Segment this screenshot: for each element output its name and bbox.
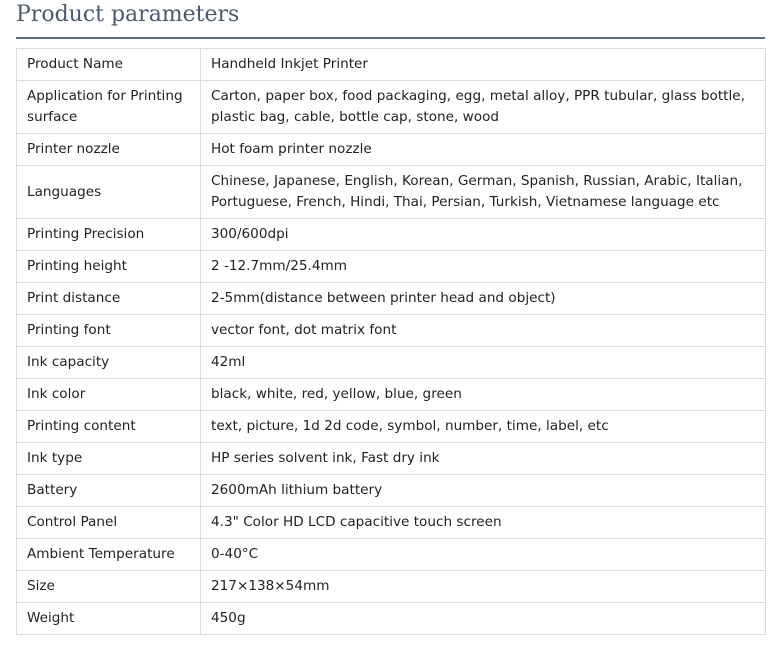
- row-label: Control Panel: [17, 507, 201, 539]
- row-value: black, white, red, yellow, blue, green: [201, 379, 766, 411]
- row-value: text, picture, 1d 2d code, symbol, number, time, label, etc: [201, 411, 766, 443]
- row-label: Languages: [17, 166, 201, 219]
- table-row: [17, 49, 766, 81]
- row-value: 450g: [201, 603, 766, 635]
- table-row: [17, 315, 766, 347]
- table-row: [17, 166, 766, 219]
- row-value: 0-40°C: [201, 539, 766, 571]
- row-label: Ink type: [17, 443, 201, 475]
- product-parameters-table: [16, 48, 766, 635]
- table-row: [17, 603, 766, 635]
- row-label: Printer nozzle: [17, 134, 201, 166]
- table-row: [17, 411, 766, 443]
- row-value: Handheld Inkjet Printer: [201, 49, 766, 81]
- table-row: [17, 379, 766, 411]
- row-value: 217×138×54mm: [201, 571, 766, 603]
- row-label: Printing height: [17, 251, 201, 283]
- row-label: Battery: [17, 475, 201, 507]
- row-label: Ink color: [17, 379, 201, 411]
- table-row: [17, 539, 766, 571]
- row-label: Ambient Temperature: [17, 539, 201, 571]
- table-row: [17, 283, 766, 315]
- row-value: vector font, dot matrix font: [201, 315, 766, 347]
- row-value: Chinese, Japanese, English, Korean, German, Spanish, Russian, Arabic, Italian, Portuguese, French, Hindi, Thai, Persian, Turkish, Vietnamese language etc: [201, 166, 766, 219]
- row-value: HP series solvent ink, Fast dry ink: [201, 443, 766, 475]
- row-label: Printing font: [17, 315, 201, 347]
- table-row: [17, 134, 766, 166]
- row-label: Ink capacity: [17, 347, 201, 379]
- row-label: Print distance: [17, 283, 201, 315]
- table-row: [17, 475, 766, 507]
- table-row: [17, 251, 766, 283]
- row-value: Carton, paper box, food packaging, egg, metal alloy, PPR tubular, glass bottle, plastic bag, cable, bottle cap, stone, wood: [201, 81, 766, 134]
- table-row: [17, 443, 766, 475]
- row-value: 300/600dpi: [201, 219, 766, 251]
- row-value: 42ml: [201, 347, 766, 379]
- row-value: 2-5mm(distance between printer head and object): [201, 283, 766, 315]
- table-row: [17, 81, 766, 134]
- section-title: Product parameters: [16, 2, 240, 27]
- table-row: [17, 571, 766, 603]
- row-label: Printing content: [17, 411, 201, 443]
- title-divider: [16, 37, 765, 39]
- table-row: [17, 219, 766, 251]
- row-label: Weight: [17, 603, 201, 635]
- row-value: 4.3" Color HD LCD capacitive touch screen: [201, 507, 766, 539]
- row-label: Size: [17, 571, 201, 603]
- table-row: [17, 507, 766, 539]
- row-label: Printing Precision: [17, 219, 201, 251]
- row-label: Product Name: [17, 49, 201, 81]
- row-label: Application for Printing surface: [17, 81, 201, 134]
- row-value: Hot foam printer nozzle: [201, 134, 766, 166]
- row-value: 2 -12.7mm/25.4mm: [201, 251, 766, 283]
- row-value: 2600mAh lithium battery: [201, 475, 766, 507]
- table-row: [17, 347, 766, 379]
